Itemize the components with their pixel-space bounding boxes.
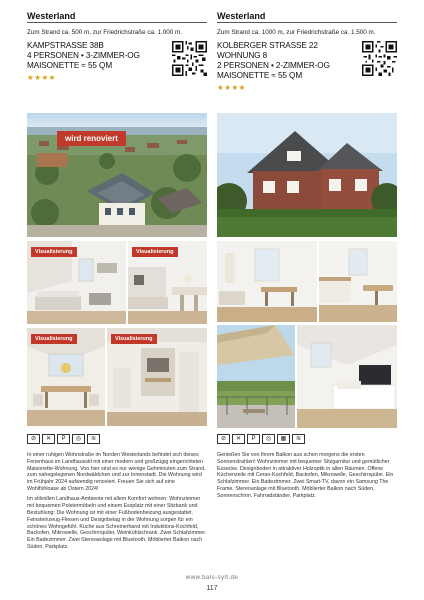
page-number: 117 bbox=[206, 585, 218, 592]
no-pets-icon: ✕ bbox=[232, 434, 245, 444]
address-block bbox=[217, 41, 397, 97]
description-paragraph: Im stilvollen Landhaus-Ambiente mit allem Komfort wohnen: Wohnzimmer mit bequemen Polstermöbeln und einem Essplatz mit einer Sitzbank und Bestuhlung: Die Wohnung ist mit einer Fußbodenheizung ausgestattet. Feinsteinzeug-Fliesen und Designbelag in der Wohnung sorgen für ein schönes Wohngefühl. Küche aus Schreinerhand mit Induktions-Kochfeld, Backofen, Mikrowelle, Geschirrspüler, Weinkühlschrank. Zwei Schlafzimmer. Ein Badezimmer. Zwei Stereoanlage mit Bluetooth. Möblierter Balkon nach Süden. Parkplatz. bbox=[27, 496, 207, 550]
visualization-badge: Visualisierung bbox=[132, 247, 178, 257]
location-title: Westerland bbox=[27, 10, 207, 23]
visualization-badge: Visualisierung bbox=[31, 247, 77, 257]
kitchen-photo[interactable] bbox=[319, 241, 397, 322]
description-paragraph: In einer ruhigen Wohnstraße im Norden Westerlands befindet sich dieses Ferienhaus im Landhausstil mit einer modern und großzügig eingerichteten Maisonette-Wohnung. Von hier sind es nur wenige Gehminuten zum Strand, zum nahegelegenen Nordwäldchen und zur Innenstadt. Die Wohnung wird im Frühjahr 2024 aufwendig renoviert. Freuen Sie sich auf eine Wohlfühloase ab Ostern 2024! bbox=[27, 452, 206, 492]
star-rating: ★★★★ bbox=[27, 73, 56, 82]
apartment-number: WOHNUNG 8 bbox=[217, 51, 268, 60]
no-smoking-icon: ⊘ bbox=[217, 434, 230, 444]
dining-visualization[interactable] bbox=[27, 328, 105, 426]
description-paragraph: Genießen Sie von Ihrem Balkon aus schon morgens die ersten Sonnenstrahlen! Wohnzimmer mit bequemer Sitzgarnitur und gemütlicher Essecke. Designboden in attraktiver Holzoptik in allen Räumen. Offene Küchenzeile mit Ceran-Kochfeld, Backofen, Mikrowelle, Geschirrspüler. Ein Schlafzimmer. Ein Badezimmer. Zwei Smart-TV, davon ein Samsung The Frame, Stereoanlage mit Bluetooth. Möblierter Balkon nach Süden, Sonnenschirm. Fahrradständer. Parkplatz. bbox=[217, 452, 394, 499]
distance-info: Zum Strand ca. 500 m, zur Friedrichstraße ca. 1.000 m. bbox=[27, 29, 183, 36]
wifi-icon: ≋ bbox=[87, 434, 100, 444]
persons-rooms: 4 PERSONEN • 3-ZIMMER-OG bbox=[27, 51, 140, 60]
parking-icon: P bbox=[57, 434, 70, 444]
wifi-icon: ≋ bbox=[292, 434, 305, 444]
address: KAMPSTRASSE 38B bbox=[27, 41, 104, 50]
washing-machine-icon: ◎ bbox=[72, 434, 85, 444]
amenities-left bbox=[27, 434, 100, 444]
visualization-badge: Visualisierung bbox=[31, 334, 77, 344]
description-left bbox=[27, 452, 207, 554]
dishwasher-icon: ▦ bbox=[277, 434, 290, 444]
description-right bbox=[217, 452, 397, 503]
bedroom-photo[interactable] bbox=[297, 325, 397, 428]
qr-code-icon[interactable] bbox=[172, 41, 207, 76]
listing-left bbox=[27, 10, 207, 89]
balcony-photo[interactable] bbox=[217, 325, 295, 428]
apartment-size: MAISONETTE ≈ 55 QM bbox=[27, 61, 113, 70]
living-room-visualization[interactable] bbox=[27, 241, 126, 324]
distance-info: Zum Strand ca. 1000 m, zur Friedrichstraße ca. 1.500 m. bbox=[217, 29, 376, 36]
apartment-size: MAISONETTE ≈ 55 QM bbox=[217, 71, 303, 80]
star-rating: ★★★★ bbox=[217, 83, 246, 92]
persons-rooms: 2 PERSONEN • 2-ZIMMER-OG bbox=[217, 61, 330, 70]
living-dining-photo[interactable] bbox=[217, 241, 317, 322]
website-url[interactable]: www.bals-sylt.de bbox=[185, 574, 239, 581]
address-block bbox=[27, 41, 207, 89]
qr-code-icon[interactable] bbox=[362, 41, 397, 76]
kitchen-visualization[interactable] bbox=[128, 241, 207, 324]
location-title: Westerland bbox=[217, 10, 397, 23]
parking-icon: P bbox=[247, 434, 260, 444]
study-visualization[interactable] bbox=[107, 328, 207, 426]
address: KOLBERGER STRASSE 22 bbox=[217, 41, 318, 50]
house-aerial-photo[interactable] bbox=[27, 113, 207, 237]
renovation-badge: wird renoviert bbox=[57, 131, 126, 146]
listing-right bbox=[217, 10, 397, 97]
no-pets-icon: ✕ bbox=[42, 434, 55, 444]
house-exterior-photo[interactable] bbox=[217, 113, 397, 237]
washing-machine-icon: ◎ bbox=[262, 434, 275, 444]
visualization-badge: Visualisierung bbox=[111, 334, 157, 344]
amenities-right bbox=[217, 434, 305, 444]
no-smoking-icon: ⊘ bbox=[27, 434, 40, 444]
